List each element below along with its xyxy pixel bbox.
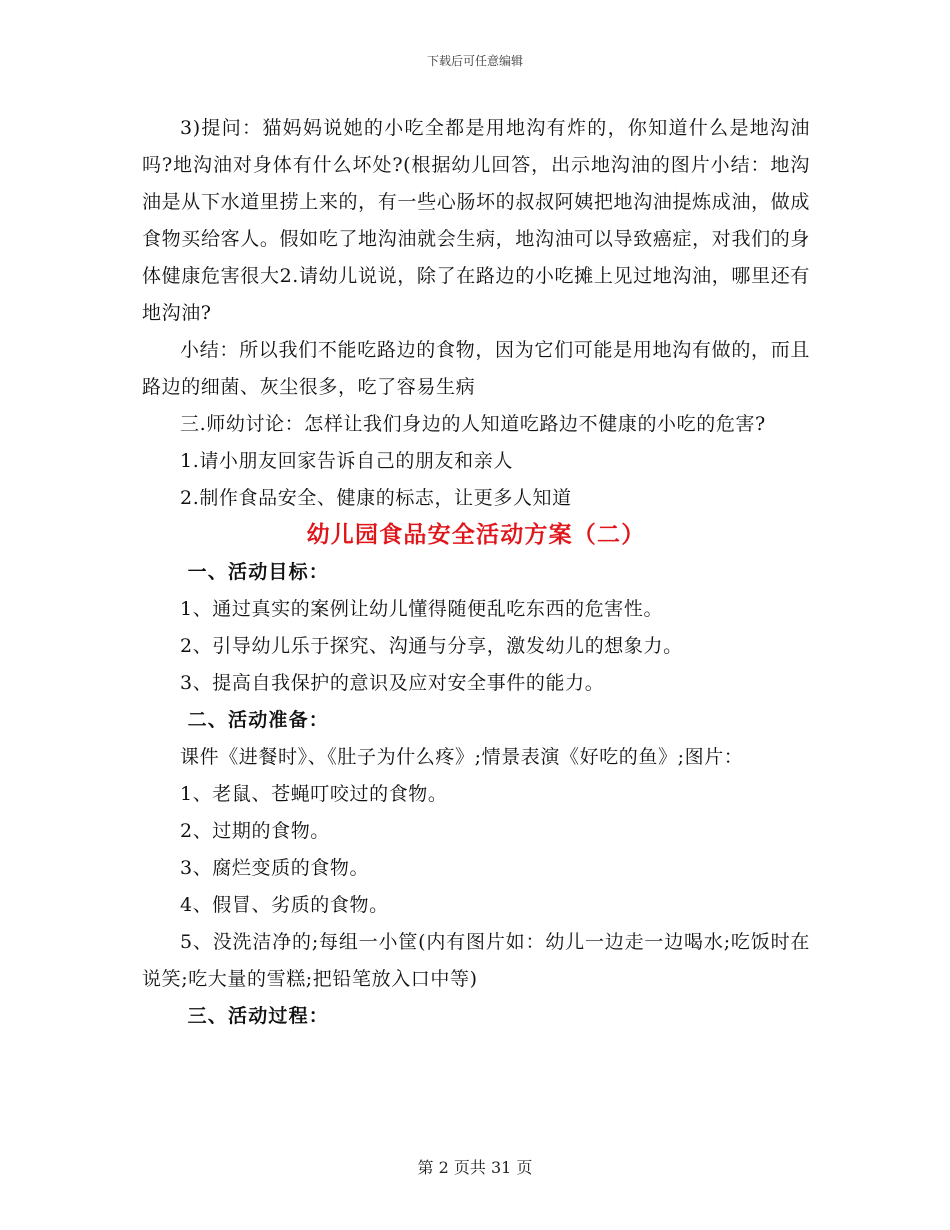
list-item: 2、引导幼儿乐于探究、沟通与分享，激发幼儿的想象力。	[180, 635, 683, 657]
list-item: 2.制作食品安全、健康的标志，让更多人知道	[180, 487, 572, 509]
list-item: 4、假冒、劣质的食物。	[180, 894, 389, 916]
document-body	[142, 110, 810, 1035]
list-item: 3、提高自我保护的意识及应对安全事件的能力。	[180, 672, 605, 694]
heading-goals: 一、活动目标：	[187, 561, 329, 583]
section-title: 幼儿园食品安全活动方案（二）	[306, 522, 646, 548]
paragraph-question: 3)提问：猫妈妈说她的小吃全都是用地沟有炸的，你知道什么是地沟油吗?地沟油对身体有什么坏处?(根据幼儿回答，出示地沟油的图片小结：地沟油是从下水道里捞上来的，有一些心肠坏的叔叔阿姨把地沟油提炼成油，做成食物买给客人。假如吃了地沟油就会生病，地沟油可以导致癌症，对我们的身体健康危害很大2.请幼儿说说，除了在路边的小吃摊上见过地沟油，哪里还有地沟油?	[142, 117, 810, 324]
heading-process: 三、活动过程：	[187, 1005, 329, 1027]
list-item: 2、过期的食物。	[180, 820, 330, 842]
paragraph-summary: 小结：所以我们不能吃路边的食物，因为它们可能是用地沟有做的，而且路边的细菌、灰尘很多，吃了容易生病	[142, 339, 810, 398]
page-header: 下载后可任意编辑	[426, 54, 523, 68]
paragraph-discussion: 三.师幼讨论：怎样让我们身边的人知道吃路边不健康的小吃的危害?	[180, 413, 766, 435]
page-footer: 第 2 页共 31 页	[417, 1158, 533, 1177]
paragraph-materials: 课件《进餐时》、《肚子为什么疼》;情景表演《好吃的鱼》;图片：	[180, 746, 744, 768]
list-item: 1、老鼠、苍蝇叮咬过的食物。	[180, 783, 448, 805]
heading-preparation: 二、活动准备：	[187, 709, 329, 731]
list-item: 3、腐烂变质的食物。	[180, 857, 370, 879]
list-item: 1.请小朋友回家告诉自己的朋友和亲人	[180, 450, 513, 472]
list-item: 1、通过真实的案例让幼儿懂得随便乱吃东西的危害性。	[180, 598, 664, 620]
list-item: 5、没洗洁净的;每组一小筐(内有图片如：幼儿一边走一边喝水;吃饭时在说笑;吃大量的雪糕;把铅笔放入口中等)	[142, 931, 810, 990]
